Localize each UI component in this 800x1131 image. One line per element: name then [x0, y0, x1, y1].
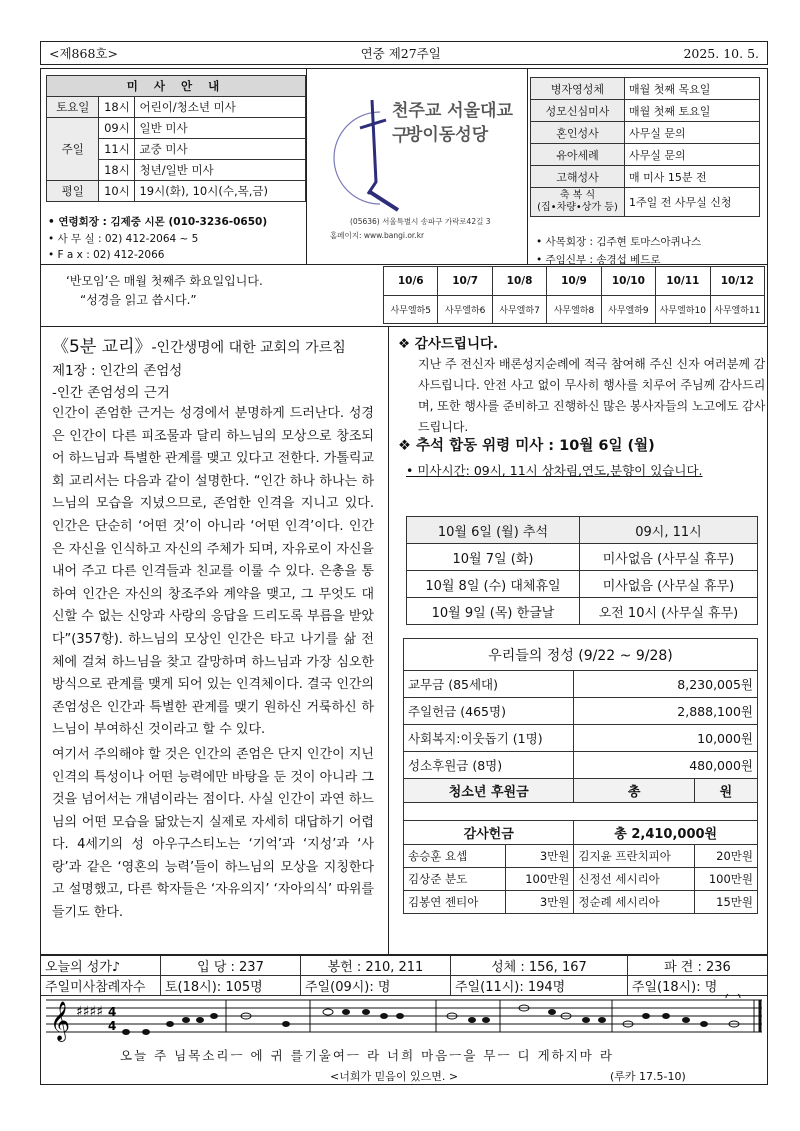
svg-text:4: 4 [108, 1019, 117, 1033]
divider [527, 68, 528, 264]
schedule-date: 10월 9일 (목) 한글날 [407, 598, 580, 625]
funeral-chair: • 연령회장 : 김제중 시몬 (010-3236-0650) [48, 216, 268, 228]
pastor: • 주임신부 : 송경섭 베드로 [536, 254, 661, 266]
day-label: 토요일 [47, 97, 99, 118]
offering-label: 사회복지:이웃돕기 (1명) [404, 725, 574, 752]
fax-number: • F a x : 02) 412-2066 [48, 249, 165, 261]
day-date: 10/7 [438, 267, 492, 296]
schedule-time: 미사없음 (사무실 휴무) [579, 544, 757, 571]
sacrament-table [530, 77, 760, 217]
schedule-time: 오전 10시 (사무실 휴무) [579, 598, 757, 625]
donor-name: 정순례 세시리아 [574, 891, 694, 914]
article-section: -인간 존엄성의 근거 [52, 385, 170, 401]
bulletin-header [40, 41, 768, 65]
donor-amount: 100만원 [506, 868, 574, 891]
reading: 사무엘하10 [656, 296, 710, 324]
mass-desc: 어린이/청소년 미사 [135, 97, 306, 118]
notice-line: ‘반모임’은 매월 첫째주 화요일입니다. [66, 274, 263, 288]
hymn-dismissal: 파 견 : 236 [627, 956, 767, 976]
sacrament-label: 유아세례 [531, 144, 625, 166]
attendance-sat: 토(18시): 105명 [161, 976, 301, 996]
mass-title: 미 사 안 내 [47, 76, 306, 97]
offering-title: 우리들의 정성 (9/22 ~ 9/28) [404, 639, 758, 671]
youth-total: 총 [574, 779, 694, 803]
day-date: 10/9 [547, 267, 601, 296]
church-homepage: 홈페이지: www.bangi.or.kr [330, 231, 425, 240]
notice-line: “성경을 읽고 씁시다.” [80, 293, 197, 307]
mass-desc: 19시(화), 10시(수,목,금) [135, 181, 306, 202]
offering-table [403, 638, 758, 914]
schedule-time: 09시, 11시 [579, 517, 757, 544]
donor-name: 김상준 분도 [404, 868, 506, 891]
schedule-time: 미사없음 (사무실 휴무) [579, 571, 757, 598]
donor-amount: 3만원 [506, 845, 574, 868]
donor-name: 송승훈 요셉 [404, 845, 506, 868]
donor-amount: 20만원 [694, 845, 757, 868]
donor-name: 신정선 세시리아 [574, 868, 694, 891]
logo-line2: 방이동성당 [406, 125, 489, 145]
hymn-offertory: 봉헌 : 210, 211 [301, 956, 451, 976]
sacrament-label: 축 복 식 (집•차량•상가 등) [531, 188, 625, 217]
reading: 사무엘하8 [547, 296, 601, 324]
liturgical-week: 연중 제27주일 [360, 46, 441, 61]
offering-label: 교무금 (85세대) [404, 671, 574, 698]
day-date: 10/12 [710, 267, 764, 296]
divider [388, 326, 389, 955]
church-emblem-icon [310, 72, 525, 222]
song-lyrics: 오늘 주 님목소리ㅡ 에 귀 를기울여ㅡ 라 너희 마음ㅡ을 무ㅡ 디 게하지마 라 [120, 1048, 614, 1063]
donor-amount: 100만원 [694, 868, 757, 891]
chuseok-title: ❖ 추석 합동 위령 미사 : 10월 6일 (월) [398, 438, 655, 454]
offering-label: 주일헌금 (465명) [404, 698, 574, 725]
article-paragraph: 여기서 주의해야 할 것은 인간의 존엄은 단지 인간이 지닌 인격의 특성이나 어떤 능력에만 바탕을 둔 것이 아니라 그것을 넘어서는 개념이라는 점이다. 사실 인간이 과연 하느님의 어떤 모습을 닮았는지 실제로 자세히 대답하기 어렵다. 4세기의 성 아우구스티노는 ‘기억’과 ‘지성’과 ‘사랑’과 같은 ‘영혼의 능력’들이 하느님의 모상을 지칭한다고 설명했고, 다른 학자들은 ‘자유의지’ ‘자아의식’ 따위를 들기도 한다. [52, 746, 374, 921]
sacrament-value: 매 미사 15분 전 [625, 166, 760, 188]
blank-row [404, 803, 758, 821]
schedule-date: 10월 7일 (화) [407, 544, 580, 571]
article-chapter: 제1장 : 인간의 존엄성 [52, 363, 183, 379]
issue-number: <제868호> [49, 46, 118, 61]
day-date: 10/11 [656, 267, 710, 296]
hymn-label: 오늘의 성가♪ [41, 956, 161, 976]
sacrament-label: 고해성사 [531, 166, 625, 188]
chuseok-subtitle: • 미사시간: 09시, 11시 상차림,연도,분향이 있습니다. [406, 463, 703, 478]
hymn-communion: 성체 : 156, 167 [451, 956, 628, 976]
church-address: (05636) 서울특별시 송파구 가락로42길 3 [350, 217, 491, 226]
thanks-body: 지난 주 전신자 배론성지순례에 적극 참여해 주신 신자 여러분께 감사드립니다. 안전 사고 없이 무사히 행사를 치루어 주님께 감사드리며, 또한 행사를 준비하고 진행하신 많은 봉사자들의 노고에도 감사드립니다. [418, 357, 766, 434]
sacrament-label: 혼인성사 [531, 122, 625, 144]
donor-amount: 15만원 [694, 891, 757, 914]
chuseok-notice [398, 434, 768, 479]
reading: 사무엘하9 [601, 296, 655, 324]
mass-schedule-table [46, 75, 306, 202]
chuseok-schedule [406, 516, 758, 625]
contact-info [48, 214, 267, 264]
youth-label: 청소년 후원금 [404, 779, 574, 803]
sheet-music-icon [46, 994, 766, 1044]
offering-label: 성소후원금 (8명) [404, 752, 574, 779]
reading: 사무엘하11 [710, 296, 764, 324]
offering-value: 480,000원 [574, 752, 758, 779]
scripture-reference: (루카 17.5-10) [610, 1070, 686, 1083]
article-paragraph: 인간이 존엄한 근거는 성경에서 분명하게 드러난다. 성경은 인간이 다른 피조물과 달리 하느님의 모상으로 창조되어 하느님과 특별한 관계를 맺고 있다고 전한다. 가톨릭교회 교리서는 다음과 같이 설명한다. “인간 하나 하나는 하느님의 모습을 지녔으므로, 존엄한 인격을 지니고 있다. 인간은 단순히 ‘어떤 것’이 아니라 ‘어떤 인격’이다. 인간은 자신을 인식하고 자신의 주체가 되며, 자유로이 자신을 내어 주고 다른 인격들과 친교를 이룰 수 있다. 은총을 통하여 인간은 자신의 창조주와 계약을 맺고, 그 무엇도 대신할 수 없는 신앙과 사랑의 응답을 드리도록 부름을 받았다”(357항). 하느님의 모상인 인간은 타고 나기를 삶 전체에 걸쳐 하느님을 찾고 갈망하며 하느님과 가장 심오한 방식으로 관계를 맺게 되어 있는 인격체이다. 결국 인간의 존엄성은 인간과 특별한 관계를 맺기 원하신 거룩하신 하느님이 부여하신 것이라고 할 수 있다. [52, 406, 374, 738]
reading: 사무엘하5 [384, 296, 438, 324]
day-date: 10/6 [384, 267, 438, 296]
svg-text:♯♯♯♯: ♯♯♯♯ [76, 1004, 104, 1020]
day-date: 10/8 [492, 267, 546, 296]
mass-time: 10시 [99, 181, 135, 202]
schedule-date: 10월 6일 (월) 추석 [407, 517, 580, 544]
schedule-date: 10월 8일 (수) 대체휴일 [407, 571, 580, 598]
svg-text:𝄞: 𝄞 [50, 1001, 71, 1041]
youth-unit: 원 [694, 779, 757, 803]
reading: 사무엘하7 [492, 296, 546, 324]
reading: 사무엘하6 [438, 296, 492, 324]
mass-time: 11시 [99, 139, 135, 160]
offering-value: 2,888,100원 [574, 698, 758, 725]
thanks-title: ❖ 감사드립니다. [398, 336, 499, 352]
divider [40, 326, 768, 327]
day-label: 평일 [47, 181, 99, 202]
sacrament-value: 매월 첫째 토요일 [625, 100, 760, 122]
sacrament-label: 성모신심미사 [531, 100, 625, 122]
mass-desc: 일반 미사 [135, 118, 306, 139]
thanks-offering-label: 감사헌금 [404, 821, 574, 845]
song-footer [40, 1068, 768, 1085]
attendance-sun18: 주일(18시): 명 [627, 976, 767, 996]
sacrament-label: 병자영성체 [531, 78, 625, 100]
parish-staff [536, 233, 701, 269]
svg-text:4: 4 [108, 1005, 117, 1019]
donor-name: 김봉연 젠티아 [404, 891, 506, 914]
article-subtitle: -인간생명에 대한 교회의 가르침 [151, 340, 346, 356]
council-chair: • 사목회장 : 김주현 토마스아퀴나스 [536, 236, 702, 248]
sacrament-value: 사무실 문의 [625, 122, 760, 144]
attendance-label: 주일미사참례자수 [41, 976, 161, 996]
hymn-attendance-table [40, 955, 768, 996]
sacrament-value: 매월 첫째 목요일 [625, 78, 760, 100]
attendance-sun11: 주일(11시): 194명 [451, 976, 628, 996]
day-date: 10/10 [601, 267, 655, 296]
day-label: 주일 [47, 118, 99, 181]
hymn-entrance: 입 당 : 237 [161, 956, 301, 976]
donor-name: 김지윤 프란치피아 [574, 845, 694, 868]
office-phone: • 사 무 실 : 02) 412-2064 ~ 5 [48, 232, 199, 245]
song-title: <너희가 믿음이 있으면. > [330, 1070, 459, 1083]
notice-box [46, 266, 382, 324]
attendance-sun9: 주일(09시): 명 [301, 976, 451, 996]
issue-date: 2025. 10. 5. [683, 45, 759, 61]
thanks-offering-total: 총 2,410,000원 [574, 821, 758, 845]
offering-value: 8,230,005원 [574, 671, 758, 698]
mass-desc: 청년/일반 미사 [135, 160, 306, 181]
thanks-notice [398, 332, 768, 438]
divider [306, 68, 307, 264]
sacrament-value: 사무실 문의 [625, 144, 760, 166]
church-logo [310, 72, 525, 252]
catechism-article [46, 328, 380, 956]
office-day-table [383, 266, 765, 324]
mass-time: 18시 [99, 97, 135, 118]
mass-time: 18시 [99, 160, 135, 181]
mass-desc: 교중 미사 [135, 139, 306, 160]
donor-amount: 3만원 [506, 891, 574, 914]
sacrament-value: 1주일 전 사무실 신청 [625, 188, 760, 217]
logo-line1: 천주교 서울대교구 [392, 101, 513, 146]
article-title: 《5분 교리》 [52, 337, 152, 357]
offering-value: 10,000원 [574, 725, 758, 752]
mass-time: 09시 [99, 118, 135, 139]
